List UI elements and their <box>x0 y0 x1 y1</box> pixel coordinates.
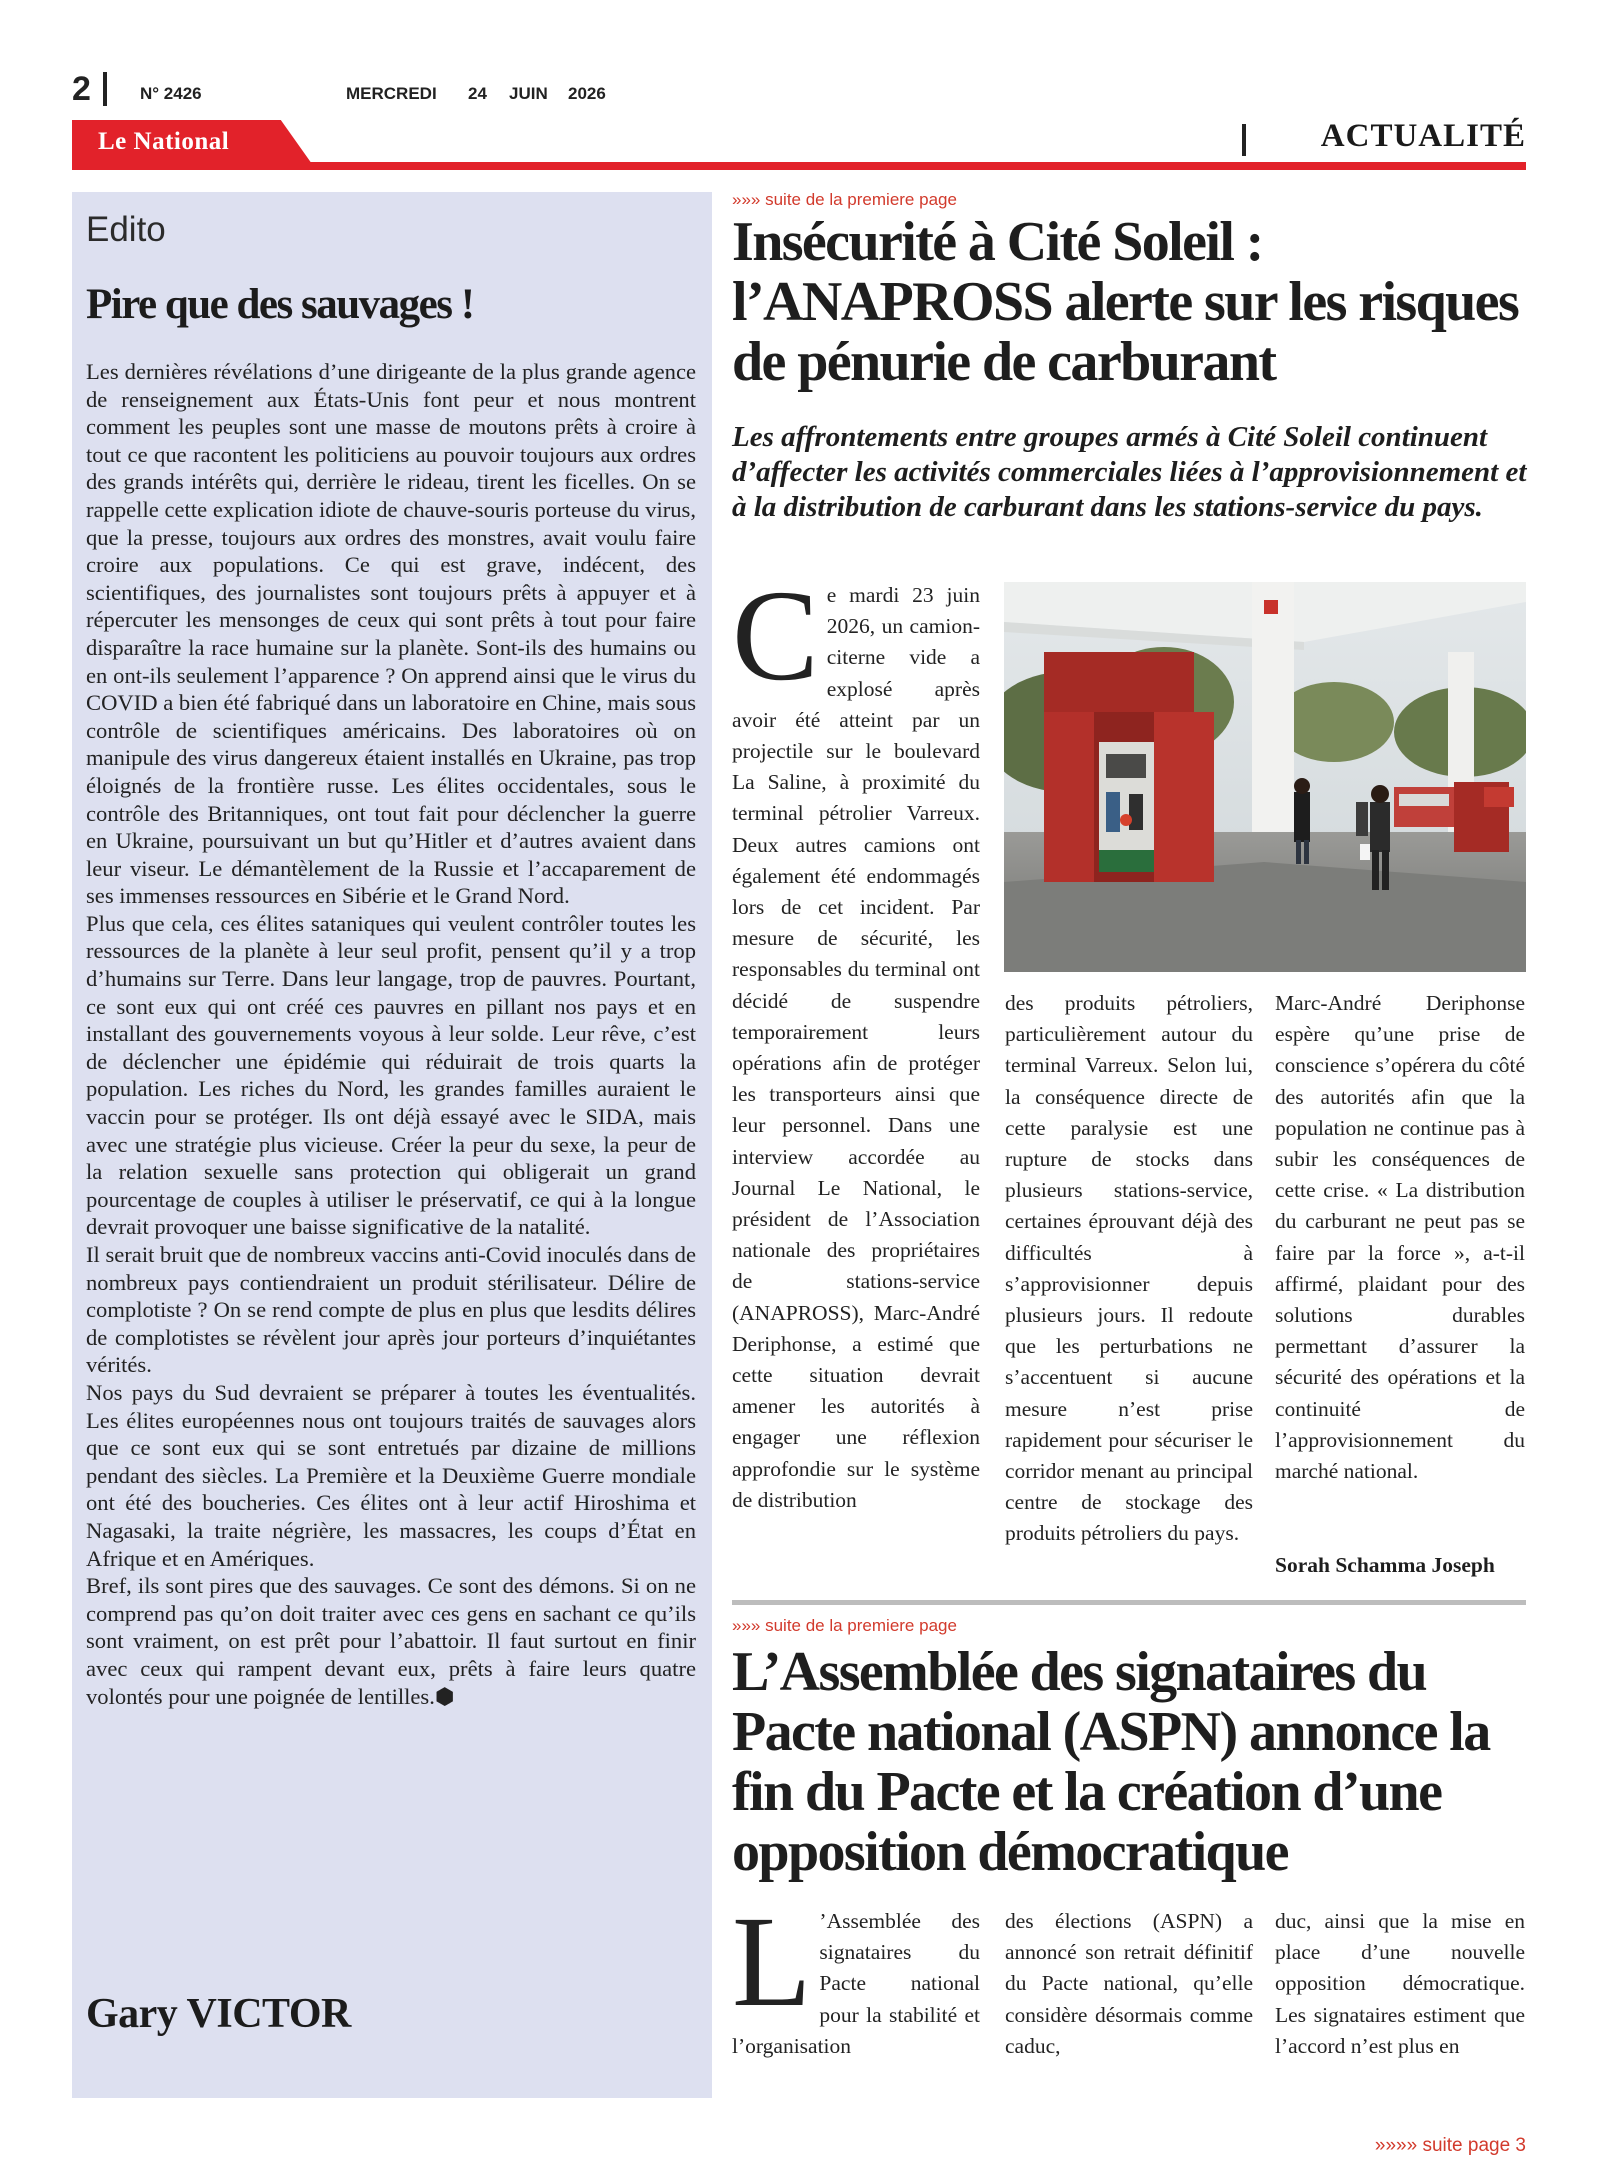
article2-column-2: des élections (ASPN) a annoncé son retrait définitif du Pacte national, qu’elle considère désormais comme caduc, <box>1005 1909 1253 2058</box>
end-mark-icon: ⬢ <box>434 1683 455 1709</box>
section-name: ACTUALITÉ <box>1320 118 1526 154</box>
article2-headline: L’Assemblée des signataires du Pacte national (ASPN) annonce la fin du Pacte et la création d’une opposition démocratique <box>732 1641 1490 1883</box>
article1-column-1-text: e mardi 23 juin 2026, un camion-citerne vide a explosé après avoir été atteint par un projectile sur le boulevard La Saline, à proximité du terminal pétrolier Varreux. Deux autres camions ont également été endommagés lors de cet incident. Par mesure de sécurité, les responsables du terminal ont décidé de suspendre temporairement leurs opérations afin de protéger les transporteurs ainsi que leur personnel. Dans une interview accordée au Journal Le National, le président de l’Association nationale des propriétaires de stations-service (ANAPROSS), Marc-André Deriphonse, a estimé que cette situation devrait amener les autorités à engager une réflexion approfondie sur le système de distribution <box>732 583 980 1512</box>
article1-column-2: des produits pétroliers, particulièrement autour du terminal Varreux. Selon lui, la conséquence directe de cette paralysie est une rupture de stocks dans plusieurs stations-service, certaines éprouvant déjà des difficultés à s’approvisionner depuis plusieurs jours. Il redoute que les perturbations ne s’accentuent si aucune mesure n’est prise rapidement pour sécuriser le corridor menant au principal centre de stockage des produits pétroliers du pays. <box>1005 991 1253 1546</box>
article2-column-3: duc, ainsi que la mise en place d’une nouvelle opposition démocratique. Les signataires estiment que l’accord n’est plus en <box>1275 1909 1525 2058</box>
page-number-divider <box>103 72 107 106</box>
edito-paragraph <box>86 1572 696 1710</box>
edito-paragraph: Les dernières révélations d’une dirigeante de la plus grande agence de renseignement aux États-Unis font peur et nous montrent comment les peuples sont une masse de moutons prêts à croire à tout ce que racontent les politiciens au pouvoir toujours aux ordres des grands intérêts qui, derrière le rideau, tirent les ficelles. On se rappelle cette explication idiote de chauve-souris porteuse du virus, que la presse, toujours aux ordres des monstres, avait voulu faire croire aux populations. Ce qui est grave, indécent, des scientifiques, des journalistes sont toujours prêts à appuyer et à répercuter les mensonges de ceux qui sont prêts à tout pour faire disparaître la race humaine sur la planète. Sont-ils des humains ou en ont-ils seulement l’apparence ? On apprend ainsi que le virus du COVID a bien été fabriqué dans un laboratoire en Chine, mais sous contrôle de scientifiques américains. Des laboratoires où on manipule des virus dangereux étaient installés en Ukraine, pas trop éloignés de la frontière russe. Les élites occidentales, sous le contrôle des Britanniques, ont tout fait pour déclencher la guerre en Ukraine, poursuivant un but qu’Hitler et d’autres avaient dans leur viseur. Le démantèlement de la Russie et l’accaparement de ses immenses ressources en Sibérie et le Grand Nord. <box>86 359 696 909</box>
article1-lede: Les affrontements entre groupes armés à Cité Soleil continuent d’affecter les activités commerciales liées à l’approvisionnement et à la distribution de carburant dans les stations-service du pays. <box>732 421 1527 523</box>
edito-body <box>86 358 696 1710</box>
fuel-station-illustration <box>1004 582 1526 972</box>
article1-column-1 <box>732 564 980 1516</box>
edito-last-paragraph: Bref, ils sont pires que des sauvages. Ce sont des démons. Si on ne comprend pas qu’on doit traiter avec ces gens en sachant ce qu’ils sont vraiment, on est prêt pour l’abattoir. Il faut surtout en finir avec ceux qui rampent devant eux, prêts à faire leurs quatre volontés pour une poignée de lentilles. <box>86 1573 696 1709</box>
publication-day: MERCREDI <box>346 84 437 103</box>
article1-continued-label: »»» suite de la premiere page <box>732 190 957 209</box>
newspaper-brand: Le National <box>98 128 230 155</box>
edito-paragraph: Il serait bruit que de nombreux vaccins anti-Covid inoculés dans de nombreux pays contiendraient un produit stérilisateur. Délire de complotiste ? On se rend compte de plus en plus que lesdits délires de complotistes se révèlent jour après jour porteurs d’inquiétantes vérités. <box>86 1242 696 1378</box>
publication-date: 24 <box>468 84 487 103</box>
article2-continued-label: »»» suite de la premiere page <box>732 1616 957 1635</box>
article2-dropcap: L <box>732 1890 812 2034</box>
publication-month: JUIN <box>509 84 548 103</box>
article-separator <box>732 1600 1526 1605</box>
edito-title: Pire que des sauvages ! <box>86 281 474 328</box>
edito-signature: Gary VICTOR <box>86 1991 351 2037</box>
edito-paragraph: Nos pays du Sud devraient se préparer à toutes les éventualités. Les élites européennes nous ont toujours traités de sauvages alors que ce sont eux qui se sont entretués par dizaine de millions pendant des siècles. La Première et la Deuxième Guerre mondiale ont été des boucheries. Ces élites ont à leur actif Hiroshima et Nagasaki, la traite négrière, les massacres, les coups d’État en Afrique et en Amériques. <box>86 1379 696 1571</box>
section-divider <box>1242 124 1246 156</box>
edito-paragraph: Plus que cela, ces élites sataniques qui veulent contrôler toutes les ressources de la planète à leur seul profit, pensent qu’il y a trop d’humains sur Terre. Dans leur langage, trop de pauvres. Pourtant, ce sont eux qui ont créé ces pauvres en pillant nos pays et en installant des gouvernements voyous à leur solde. Leur rêve, c’est de déclencher une épidémie qui réduirait de trois quarts la population. Les riches du Nord, les grandes familles auraient le vaccin pour se protéger. Ils ont déjà essayé avec le SIDA, mais avec une stratégie plus vicieuse. Créer la peur du sexe, la peur de la relation sexuelle sans protection qui obligerait un grand pourcentage de couples à utiliser le préservatif, ce qui à la longue devrait provoquer une baisse significative de la natalité. <box>86 910 696 1240</box>
page-number: 2 <box>72 70 91 108</box>
article1-author: Sorah Schamma Joseph <box>1275 1553 1495 1577</box>
issue-number: N° 2426 <box>140 84 202 103</box>
article2-column-1-text: ’Assemblée des signataires du Pacte national pour la stabilité et l’organisation <box>732 1909 980 2058</box>
article1-headline: Insécurité à Cité Soleil : l’ANAPROSS alerte sur les risques de pénurie de carburant <box>732 211 1519 393</box>
edito-kicker: Edito <box>86 210 166 249</box>
article1-column-3: Marc-André Deriphonse espère qu’une prise de conscience s’opérera du côté des autorités afin que la population ne continue pas à subir les conséquences de cette crise. « La distribution du carburant ne peut pas se faire par la force », a-t-il affirmé, plaidant pour des solutions durables permettant d’assurer la sécurité des opérations et la continuité de l’approvisionnement du marché national. <box>1275 991 1525 1484</box>
fuel-station-photo <box>1004 582 1526 972</box>
article2-column-1 <box>732 1890 980 2062</box>
continued-on-next-page-link[interactable]: »»»» suite page 3 <box>1374 2135 1526 2156</box>
publication-year: 2026 <box>568 84 606 103</box>
article1-dropcap: C <box>732 564 819 708</box>
